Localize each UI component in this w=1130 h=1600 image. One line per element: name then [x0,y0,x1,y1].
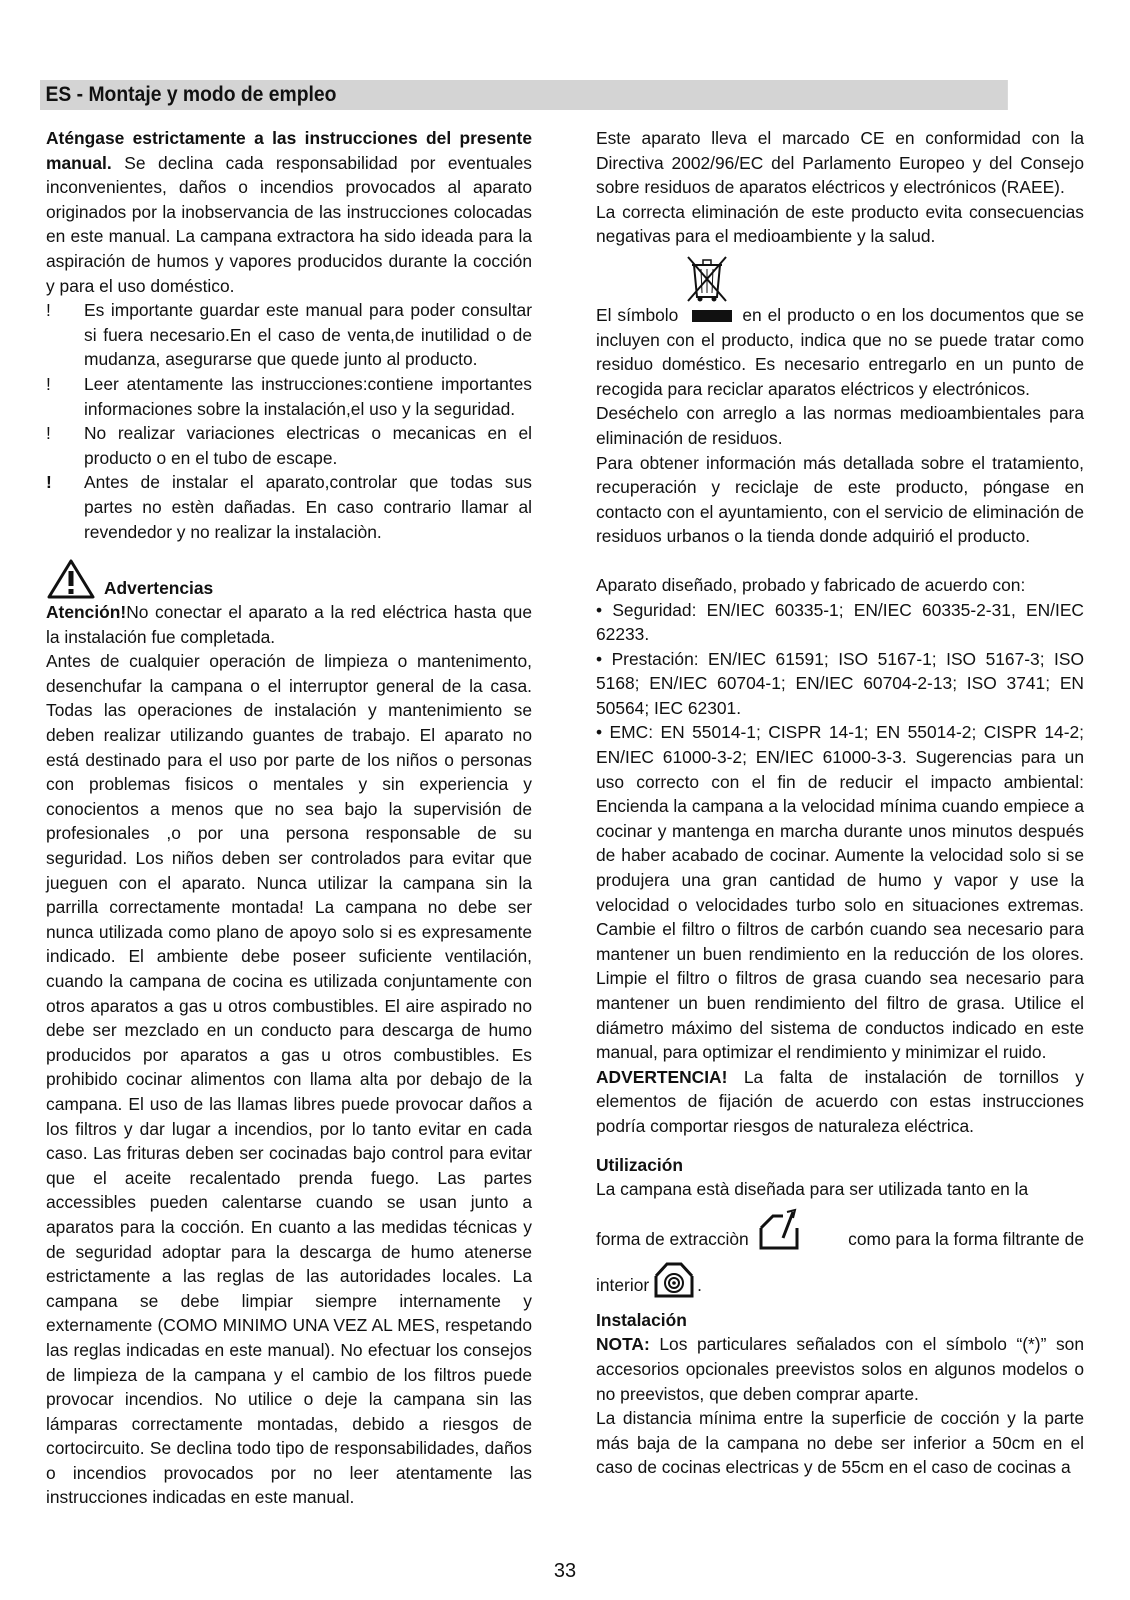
designed-paragraph: Aparato diseñado, probado y fabricado de acuerdo con: [596,574,1026,595]
standard-item: • EMC: EN 55014-1; CISPR 14-1; EN 55014-2; CISPR 14-2; EN/IEC 61000-3-2; EN/IEC 61000-3-3. Sugerencias para un uso correcto con el fin de reducir el impacto ambiental: Encienda la campana a la velocidad mínima cuando empiece a cocinar y mantenga en marcha durante unos minutos después de haber acabado de cocinar. Aumente la velocidad solo si se produjera una gran cantidad de humo y vapor y use la velocidad o velocidades turbo solo en situaciones extremas. Cambie el filtro o filtros de carbón cuando sea necesario para mantener un buen rendimiento en la reducción de los olores. Limpie el filtro o filtros de grasa cuando sea necesario para mantener un buen rendimiento del filtro de grasa. Utilice el diámetro máximo del sistema de conductos indicado en este manual, para optimizar el rendimiento y minimizar el ruido. [596,722,1084,1063]
bullet-mark: ! [46,472,52,493]
warnings-heading-row [46,558,532,600]
use-line-2b: como para la forma filtrante de [848,1229,1084,1250]
bullet-mark: ! [46,423,51,444]
warnings-body: Antes de cualquier operación de limpieza o mantenimento, desenchufar la campana o el interruptor general de la casa. Todas las operaciones de instalación y mantenimiento se deben realizar utilizando guantes de trabajo. El aparato no está destinado para el uso por parte de los niños o personas con problemas fisicos o mentales y sin experiencia y conocientos a menos que no sea bajo la supervisión de profesionales ,o por una persona responsable de su seguridad. Los niños deben ser controlados para evitar que jueguen con el aparato. Nunca utilizar la campana sin la parrilla correctamente montada! La campana no debe ser nunca utilizada como plano de apoyo solo si es expresamente indicado. El ambiente debe poseer suficiente ventilación, cuando la campana de cocina es utilizada conjuntamente con otros aparatos a gas u otros combustibles. El aire aspirado no debe ser mezclado en un conducto para descarga de humo producidos por aparatos a gas u otros combustibles. Es prohibido cocinar alimentos con llama alta por debajo de la campana. El uso de las llamas libres puede provocar daños a los filtros y dar lugar a incendios, por lo tanto evitar en cada caso. Las frituras deben ser cocinadas bajo control para evitar que el aceite recalentado prenda fuego. Las partes accessibles pueden calentarse cuando se usan junto a aparatos para la cocción. En cuanto a las medidas técnicas y de seguridad adoptar para la descarga de humo atenerse estrictamente a las reglas de las autoridades locales. La campana se debe limpiar siempre internamente y externamente (COMO MINIMO UNA VEZ AL MES, respetando las reglas indicadas en este manual). No efectuar los consejos de limpieza de la campana y el cambio de los filtros puede provocar incendios. No utilice o deje la campana sin las lámparas correctamente montadas, debido a riesgos de cortocircuito. Se declina todo tipo de responsabilidades, daños o incendios provocados por no leer atentamente las instrucciones indicadas en este manual. [46,651,532,1508]
advertencia-paragraph [596,1065,1084,1139]
bullet-text: No realizar variaciones electricas o mecanicas en el producto o en el tubo de escape. [84,423,532,468]
advertencia-bold: ADVERTENCIA! [596,1066,728,1087]
distance-paragraph: La distancia mínima entre la superficie de cocción y la parte más baja de la campana no debe ser inferior a 50cm en el caso de cocinas electricas y de 55cm en el caso de cocinas a [596,1408,1084,1478]
nota-paragraph [596,1332,1084,1406]
intro-text: Se declina cada responsabilidad por eventuales inconvenientes, daños o incendios provocados al aparato originados por la inobservancia de las instrucciones colocadas en este manual. La campana extractora ha sido ideada para la aspiración de humos y vapores producidos durante la cocción y para el uso doméstico. [46,152,532,296]
bullet-text: Antes de instalar el aparato,controlar que todas sus partes no estèn dañadas. En caso contrario llamar al revendedor y no realizar la instalaciòn. [84,472,532,542]
info-paragraph: Para obtener información más detallada sobre el tratamiento, recuperación y reciclaje de este producto, póngase en contacto con el ayuntamiento, con el servicio de eliminación de residuos urbanos o la tienda donde adquirió el producto. [596,452,1084,547]
warnings-heading: Advertencias [104,577,214,598]
standard-item: • Prestación: EN/IEC 61591; ISO 5167-1; ISO 5167-3; ISO 5168; EN/IEC 60704-1; EN/IEC 60704-2-13; ISO 3741; EN 50564; IEC 62301. [596,648,1084,718]
warnings-first-text: No conectar el aparato a la red eléctrica hasta que la instalación fue completada. [46,602,532,647]
crossed-bin-icon [684,253,730,303]
warnings-first [46,600,532,649]
black-bar-icon [692,310,732,322]
filter-mode-icon [653,1260,695,1298]
warning-triangle-icon [46,558,96,600]
use-heading: Utilización [596,1154,683,1175]
bullet-text: Leer atentamente las instrucciones:contiene importantes informaciones sobre la instalación,el uso y la seguridad. [84,373,532,419]
standard-item: • Seguridad: EN/IEC 60335-1; EN/IEC 60335-2-31, EN/IEC 62233. [596,599,1084,645]
use-line-3 [596,1260,1084,1298]
bullet-item [46,470,532,544]
nota-text: Los particulares señalados con el símbolo “(*)” son accesorios opcionales preevistos solos en algunos modelos o no preevistos, que deben comprar aparte. [596,1334,1084,1404]
attention-bold: Atención! [46,602,127,623]
elimination-paragraph: La correcta eliminación de este producto evita consecuencias negativas para el medioambiente y la salud. [596,201,1084,247]
bullet-item [46,298,532,372]
advertencia-text: La falta de instalación de tornillos y elementos de fijación de acuerdo con estas instrucciones podría comportar riesgos de naturaleza eléctrica. [596,1066,1084,1136]
install-heading: Instalación [596,1309,687,1330]
bullet-text: Es importante guardar este manual para poder consultar si fuera necesario.En el caso de venta,de inutilidad o de mudanza, asegurarse que quede junto al producto. [84,300,532,370]
bullet-mark: ! [46,373,51,394]
symbol-before: El símbolo [596,304,679,325]
ce-paragraph: Este aparato lleva el marcado CE en conformidad con la Directiva 2002/96/EC del Parlamento Europeo y del Consejo sobre residuos de aparatos eléctricos y electrónicos (RAEE). [596,128,1084,198]
dispose-paragraph: Deséchelo con arreglo a las normas medioambientales para eliminación de residuos. [596,403,1084,448]
symbol-paragraph [596,303,1084,401]
right-column [596,126,1084,1480]
use-line-3b: . [697,1275,703,1296]
nota-bold: NOTA: [596,1334,650,1355]
use-line-2 [596,1208,1084,1252]
section-title: ES - Montaje y modo de empleo [40,80,1008,110]
left-column [46,126,532,1510]
use-line-2a: forma de extracciòn [596,1229,749,1250]
page-number: 33 [553,1560,577,1582]
symbol-after: en el producto o en los documentos que se incluyen con el producto, indica que no se puede tratar como residuo doméstico. Es necesario entregarlo en un punto de recogida para reciclar aparatos eléctricos y electrónicos. [596,304,1084,399]
bullet-item [46,372,532,421]
intro-paragraph [46,126,532,298]
intro-bold: Aténgase estrictamente a las instrucciones del presente manual. [46,128,532,173]
use-line-1: La campana està diseñada para ser utilizada tanto en la [596,1179,1029,1200]
use-line-3a: interior [596,1275,650,1296]
bullet-mark: ! [46,300,51,321]
extraction-mode-icon [757,1208,801,1252]
bullet-item [46,421,532,470]
